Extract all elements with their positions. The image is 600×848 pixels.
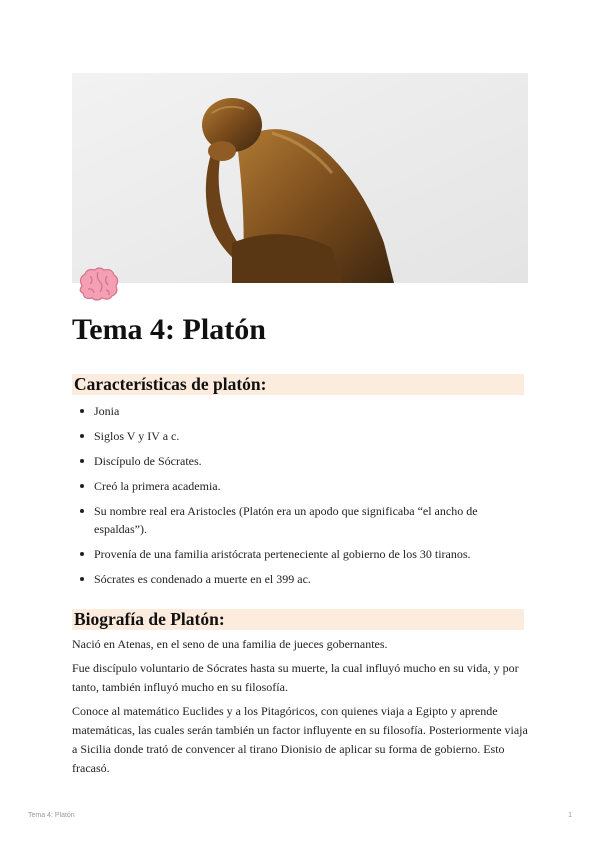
caracteristicas-list (72, 402, 528, 595)
list-item: Jonia (72, 402, 528, 420)
list-item: Siglos V y IV a c. (72, 427, 528, 445)
list-item: Su nombre real era Aristocles (Platón era un apodo que significaba “el ancho de espaldas”). (72, 502, 528, 538)
page-title: Tema 4: Platón (72, 313, 266, 346)
footer-title: Tema 4: Platón (28, 812, 75, 819)
list-item: Discípulo de Sócrates. (72, 452, 528, 470)
section-heading-biografia: Biografía de Platón: (72, 609, 524, 630)
section-heading-caracteristicas: Características de platón: (72, 374, 524, 395)
biografia-paragraph: Fue discípulo voluntario de Sócrates hasta su muerte, la cual influyó mucho en su vida, y por tanto, también influyó mucho en su filosofía. (72, 661, 519, 694)
biografia-paragraph: Nació en Atenas, en el seno de una familia de jueces gobernantes. (72, 637, 388, 651)
list-item: Creó la primera academia. (72, 477, 528, 495)
cover-image (72, 73, 528, 283)
list-item: Sócrates es condenado a muerte en el 399 ac. (72, 570, 528, 588)
brain-icon (76, 266, 120, 302)
thinker-statue-photo (72, 73, 528, 283)
list-item: Provenía de una familia aristócrata perteneciente al gobierno de los 30 tiranos. (72, 545, 528, 563)
biografia-paragraph: Conoce al matemático Euclides y a los Pitagóricos, con quienes viaja a Egipto y aprende matemáticas, las cuales serán también un factor influyente en su filosofía. Posteriormente viaja a Sicilia donde trató de convencer al tirano Dionisio de aplicar su forma de gobierno. Esto fracasó. (72, 704, 528, 775)
page-number: 1 (568, 812, 572, 819)
